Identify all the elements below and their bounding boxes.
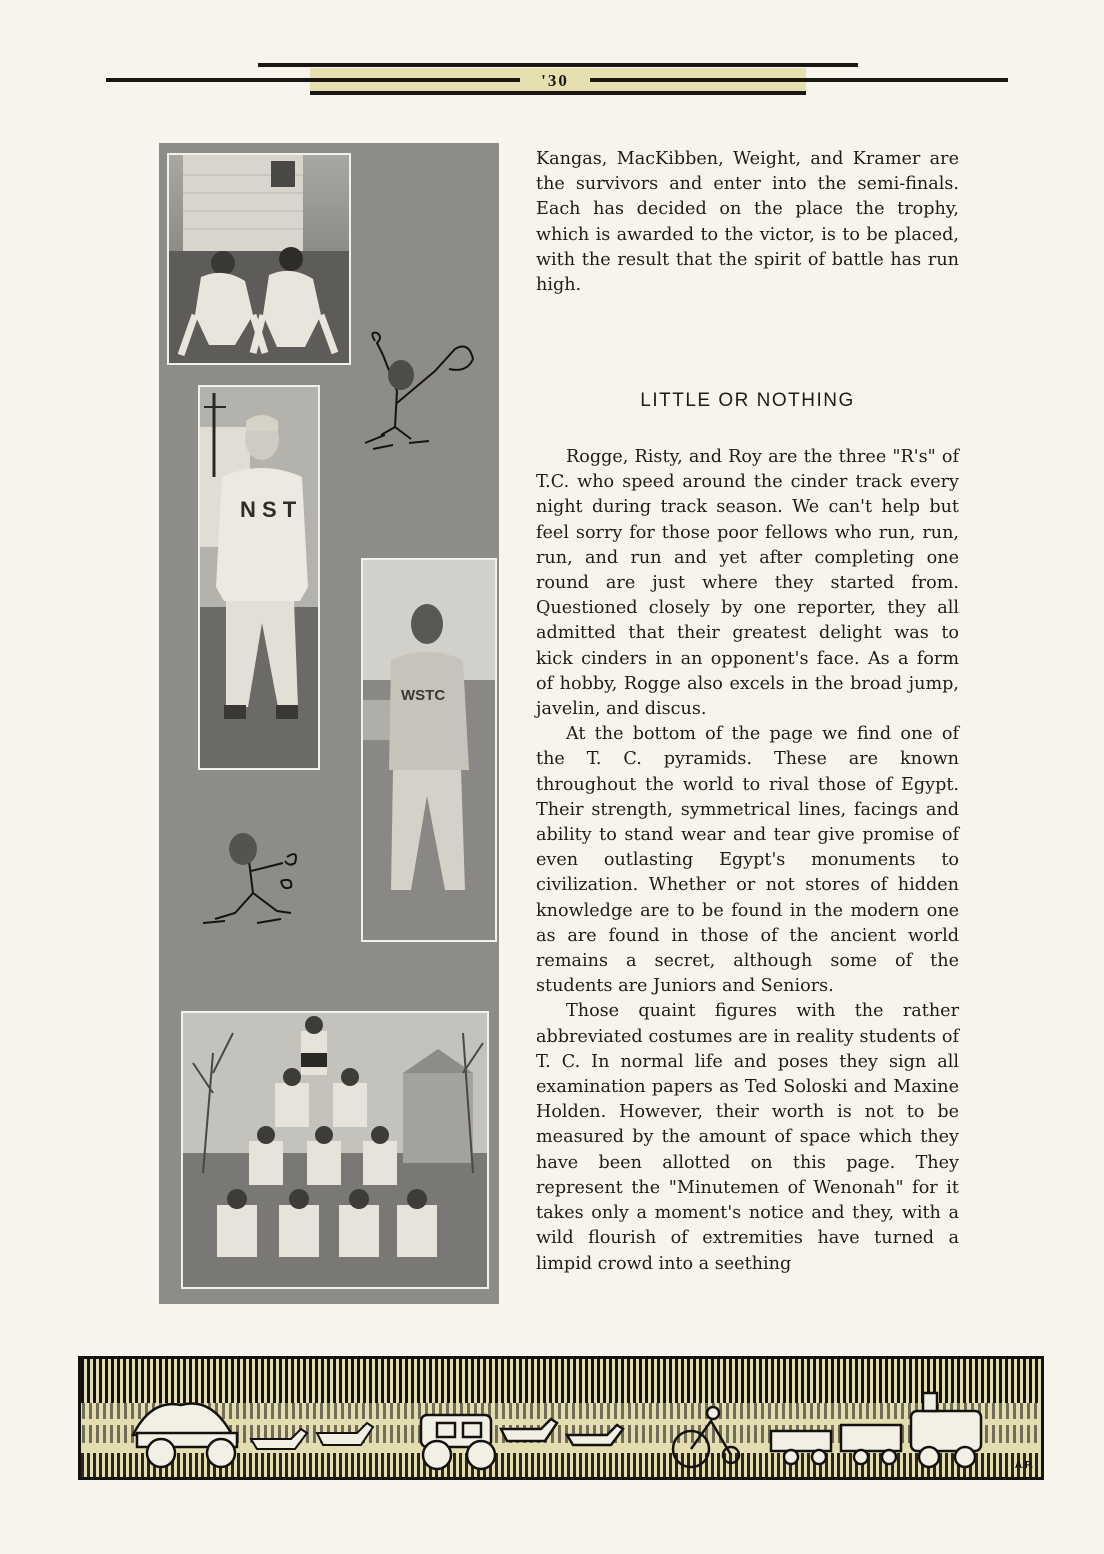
- stick-figure-racket-sketch: [337, 331, 487, 461]
- photo-human-pyramid: [181, 1011, 489, 1289]
- paragraph-semifinals: [536, 147, 959, 298]
- page-header: [0, 58, 1104, 104]
- header-rule-bottom: [310, 91, 806, 95]
- photo-runner-field: [361, 558, 497, 942]
- paragraph-4-text: Those quaint figures with the rather abbreviated costumes are in reality students of T. C. In normal life and poses they sign all examination papers as Ted Soloski and Maxine Holden. However, their worth is not to be measured by the amount of space which they have been allotted on this page. They represent the "Minutemen of Wenonah" for it takes only a moment's notice and they, with a wild flourish of extremities have turned a limpid crowd into a seething: [536, 1001, 959, 1274]
- paragraph-1-text: Kangas, MacKibben, Weight, and Kramer are the survivors and enter into the semi-finals. Each has decided on the place the trophy, which is awarded to the victor, is to be placed, with the result that the spirit of battle has run high.: [536, 149, 959, 296]
- photo-panel: [159, 143, 499, 1304]
- paragraph-3-text: At the bottom of the page we find one of the T. C. pyramids. These are known throughout the world to rival those of Egypt. Their strength, symmetrical lines, facings and ability to stand wear and tear give promise of even outlasting Egypt's monuments to civilization. Whether or not stores of hidden knowledge are to be found in the modern one as are found in those of the ancient world remains a secret, although some of the students are Juniors and Seniors.: [536, 724, 959, 997]
- photo-runner-sweater: [198, 385, 320, 770]
- stick-figure-running-sketch: [195, 823, 315, 933]
- article-body: [536, 445, 959, 1277]
- artist-credit: A.P.: [1014, 1460, 1033, 1471]
- photo-two-runners: [167, 153, 351, 365]
- sweater-letters-2: WSTC: [401, 687, 446, 704]
- header-rule-top: [258, 63, 858, 67]
- paragraph-2-text: Rogge, Risty, and Roy are the three "R's" of T.C. who speed around the cinder track every night during track season. We can't help but feel sorry for those poor fellows who run, run, run, and run and yet after completing one round are just where they started from. Questioned closely by one reporter, they all admitted that their greatest delight was to kick cinders in an opponent's face. As a form of hobby, Rogge also excels in the broad jump, javelin, and discus.: [536, 447, 959, 720]
- sweater-letters-1: N S T: [240, 497, 297, 522]
- frieze-illustration: [81, 1359, 1041, 1477]
- section-heading: LITTLE OR NOTHING: [640, 390, 855, 411]
- transport-frieze: [78, 1356, 1044, 1480]
- page-year: '30: [520, 71, 590, 91]
